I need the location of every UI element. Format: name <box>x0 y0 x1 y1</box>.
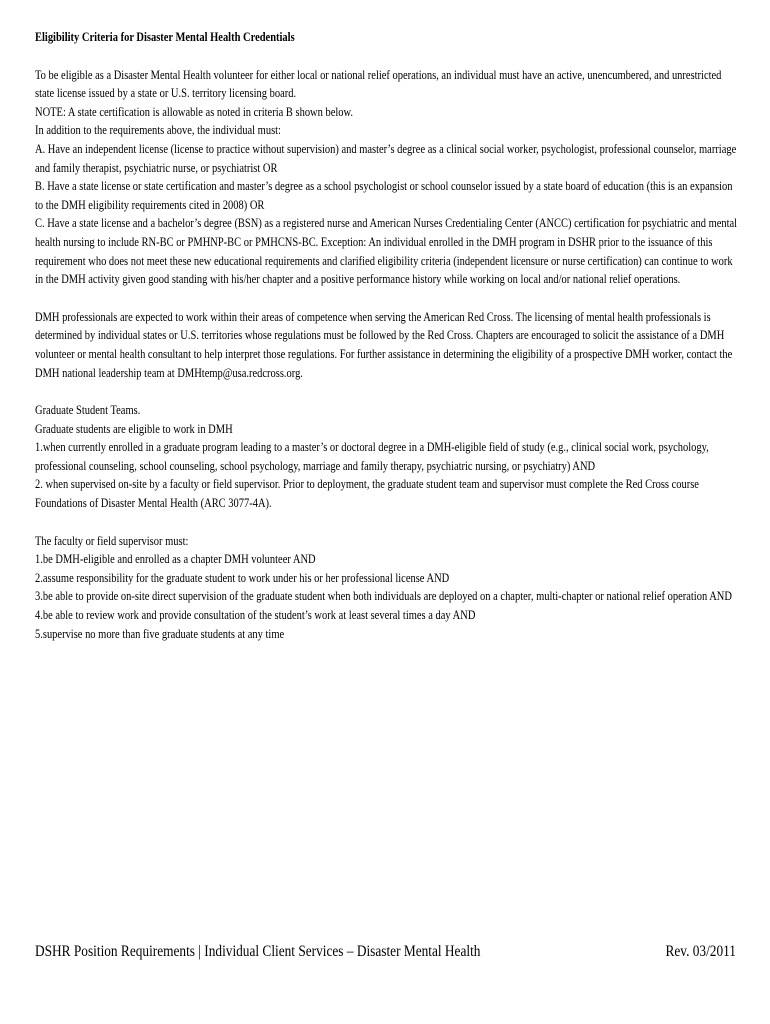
intro-section <box>35 66 740 289</box>
competence-paragraph: DMH professionals are expected to work within their areas of competence when serving the American Red Cross. The licensing of mental health professionals is determined by individual states or U.S. territories whose regulations must be followed by the Red Cross. Chapters are encouraged to solicit the assistance of a DMH volunteer or mental health consultant to help interpret those regulations. For further assistance in determining the eligibility of a prospective DMH worker, contact the DMH national leadership team at DMHtemp@usa.redcross.org. <box>35 309 733 380</box>
graduate-item-2: 2. when supervised on-site by a faculty or field supervisor. Prior to deployment, the graduate student team and supervisor must complete the Red Cross course Foundations of Disaster Mental Health (ARC 3077-4A). <box>35 477 699 511</box>
criteria-a: A. Have an independent license (license to practice without supervision) and master’s degree as a clinical social worker, psychologist, professional counselor, marriage and family therapist, psychiatric nurse, or psychiatrist OR <box>35 141 737 175</box>
supervisor-item-3: 3.be able to provide on-site direct supervision of the graduate student when both individuals are deployed on a chapter, multi-chapter or national relief operation AND <box>35 589 732 604</box>
document-title: Eligibility Criteria for Disaster Mental Health Credentials <box>35 30 295 44</box>
intro-addition-line: In addition to the requirements above, the individual must: <box>35 123 281 138</box>
graduate-heading: Graduate Student Teams. <box>35 403 141 418</box>
document-body <box>35 28 740 662</box>
criteria-c: C. Have a state license and a bachelor’s degree (BSN) as a registered nurse and American Nurses Credentialing Center (ANCC) certification for psychiatric and mental health nursing to include RN-BC or PMHNP-BC or PMHCNS-BC. Exception: An individual enrolled in the DMH program in DSHR prior to the issuance of this requirement who does not meet these new educational requirements and clarified eligibility criteria (independent licensure or nurse certification) can continue to work in the DMH activity given good standing with his/her chapter and a positive performance history while working on local and/or national relief operations. <box>35 216 738 287</box>
supervisor-item-2: 2.assume responsibility for the graduate student to work under his or her professional license AND <box>35 570 450 585</box>
supervisor-item-5: 5.supervise no more than five graduate students at any time <box>35 626 285 641</box>
graduate-eligibility-line: Graduate students are eligible to work in DMH <box>35 421 233 436</box>
graduate-section <box>35 401 740 513</box>
supervisor-section <box>35 532 740 644</box>
criteria-b: B. Have a state license or state certification and master’s degree as a school psychologist or school counselor issued by a state board of education (this is an expansion to the DMH eligibility requirements cited in 2008) OR <box>35 179 733 212</box>
supervisor-heading: The faculty or field supervisor must: <box>35 533 189 548</box>
supervisor-item-1: 1.be DMH-eligible and enrolled as a chapter DMH volunteer AND <box>35 552 316 567</box>
footer-document-title: DSHR Position Requirements | Individual Client Services – Disaster Mental Health <box>35 943 481 960</box>
page-footer <box>35 942 736 966</box>
graduate-item-1: 1.when currently enrolled in a graduate program leading to a master’s or doctoral degree in a DMH-eligible field of study (e.g., clinical social work, psychology, professional counseling, school counseling, school psychology, marriage and family therapy, psychiatric nursing, or psychiatry) AND <box>35 440 709 473</box>
intro-note-line: NOTE: A state certification is allowable as noted in criteria B shown below. <box>35 104 354 119</box>
intro-eligibility-line: To be eligible as a Disaster Mental Health volunteer for either local or national relief operations, an individual must have an active, unencumbered, and unrestricted state license issued by a state or U.S. territory licensing board. <box>35 67 722 101</box>
footer-revision: Rev. 03/2011 <box>665 943 736 960</box>
supervisor-item-4: 4.be able to review work and provide consultation of the student’s work at least several times a day AND <box>35 608 476 623</box>
